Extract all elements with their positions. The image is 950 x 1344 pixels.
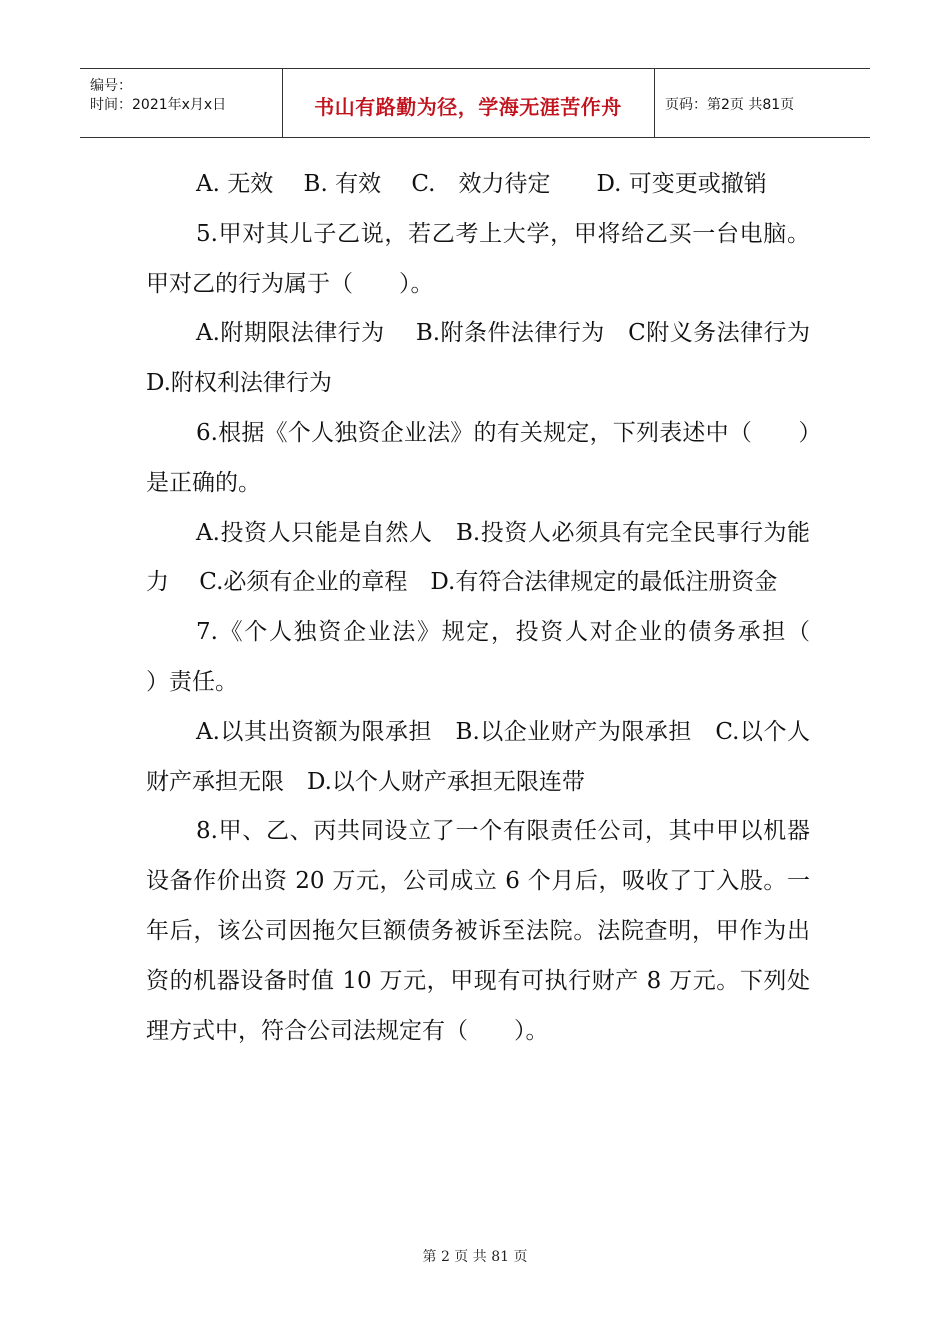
document-time-label: 时间：2021年x月x日 [90,97,227,113]
question-7: 7.《个人独资企业法》规定，投资人对企业的债务承担（ ）责任。 [146,619,856,695]
document-body [146,160,856,1056]
header-page-info: 页码：第2页 共81页 [665,97,795,113]
header-meta-cell [80,69,283,137]
answer-options-q6: A.投资人只能是自然人 B.投资人必须具有完全民事行为能力 C.必须有企业的章程 D.有符合法律规定的最低注册资金 [146,519,810,596]
page-footer: 第 2 页 共 81 页 [422,1249,528,1265]
header-motto-cell [282,69,655,137]
answer-options-q7: A.以其出资额为限承担 B.以企业财产为限承担 C.以个人财产承担无限 D.以个人财产承担无限连带 [146,718,810,795]
answer-options-q5: A.附期限法律行为 B.附条件法律行为 C附义务法律行为 D.附权利法律行为 [146,320,841,397]
answer-options-q4: A. 无效 B. 有效 C. 效力待定 D. 可变更或撤销 [196,171,767,197]
question-6: 6.根据《个人独资企业法》的有关规定，下列表述中（ ）是正确的。 [146,419,810,496]
header-motto: 书山有路勤为径，学海无涯苦作舟 [314,95,622,119]
document-number-label: 编号： [90,78,132,94]
question-5: 5.甲对其儿子乙说，若乙考上大学，甲将给乙买一台电脑。甲对乙的行为属于（ ）。 [146,220,810,297]
page-header [80,68,870,138]
question-8: 8.甲、乙、丙共同设立了一个有限责任公司，其中甲以机器设备作价出资 20 万元，公司成立 6 个月后，吸收了丁入股。一年后，该公司因拖欠巨额债务被诉至法院。法院查明，甲作为出资的机器设备时值 10 万元，甲现有可执行财产 8 万元。下列处理方式中，符合公司法规定有（ ）。 [146,818,810,1044]
header-page-cell [655,69,870,137]
